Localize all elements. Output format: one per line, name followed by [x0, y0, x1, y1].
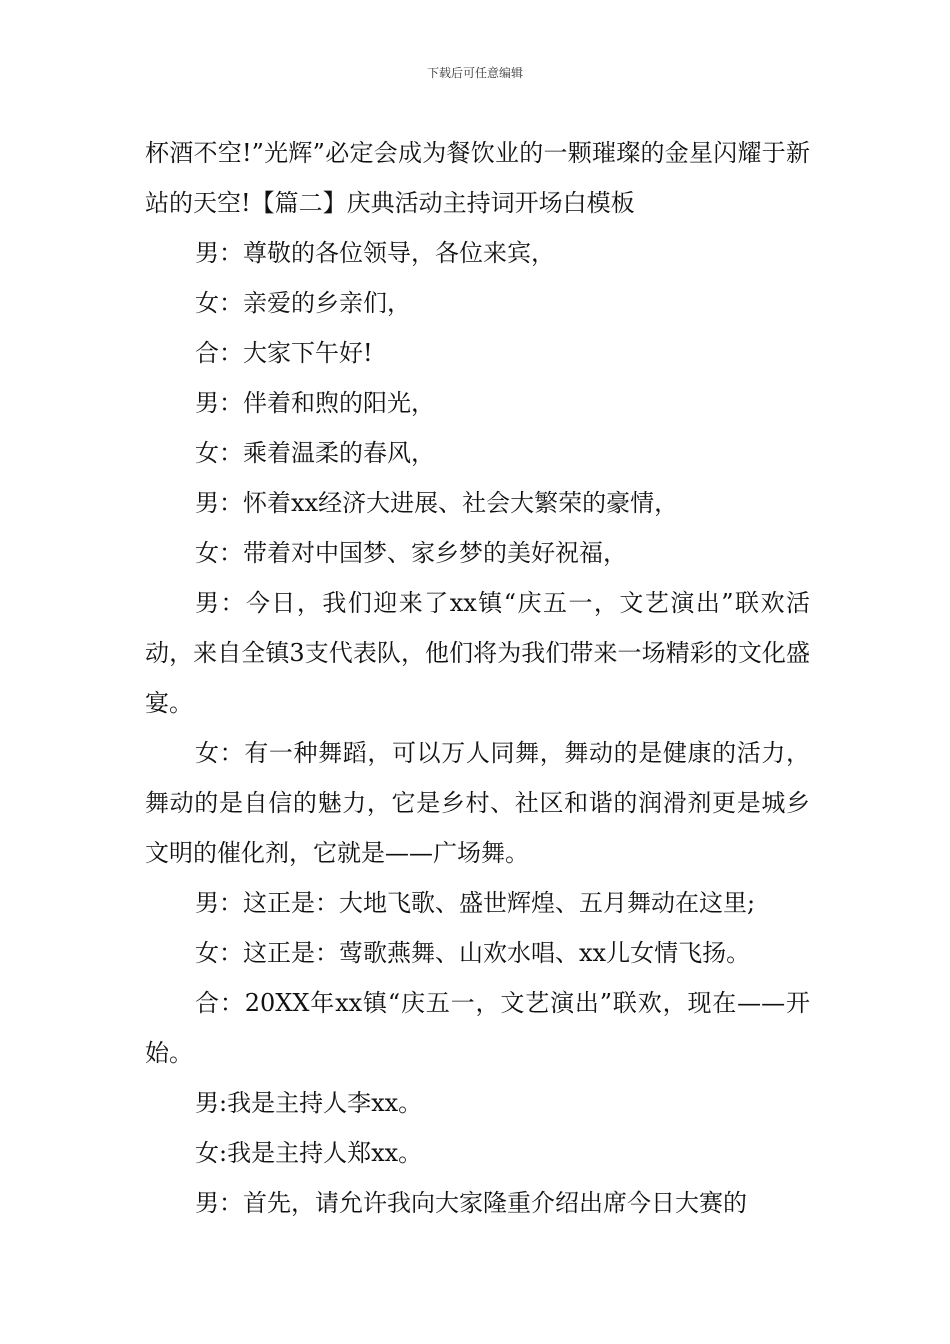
- paragraph: 男：这正是：大地飞歌、盛世辉煌、五月舞动在这里;: [195, 889, 756, 917]
- paragraph: 合：20XX年xx镇“庆五一，文艺演出”联欢，现在——开始。: [145, 989, 810, 1067]
- paragraph: 男：首先，请允许我向大家隆重介绍出席今日大赛的: [195, 1189, 747, 1217]
- paragraph: 男:我是主持人李xx。: [195, 1089, 423, 1117]
- document-body: [145, 128, 810, 1228]
- paragraph: 杯酒不空!”光辉”必定会成为餐饮业的一颗璀璨的金星闪耀于新站的天空!【篇二】庆典活动主持词开场白模板: [145, 139, 810, 217]
- paragraph: 女：带着对中国梦、家乡梦的美好祝福，: [195, 539, 627, 567]
- paragraph: 女:我是主持人郑xx。: [195, 1139, 423, 1167]
- paragraph: 合：大家下午好!: [195, 339, 373, 367]
- page-header-note: 下载后可任意编辑: [426, 66, 523, 80]
- paragraph: 女：这正是：莺歌燕舞、山欢水唱、xx儿女情飞扬。: [195, 939, 751, 967]
- paragraph: 男：怀着xx经济大进展、社会大繁荣的豪情，: [195, 489, 679, 517]
- paragraph: 女：有一种舞蹈，可以万人同舞，舞动的是健康的活力，舞动的是自信的魅力，它是乡村、社区和谐的润滑剂更是城乡文明的催化剂，它就是——广场舞。: [145, 739, 810, 867]
- paragraph: 男：今日，我们迎来了xx镇“庆五一，文艺演出”联欢活动，来自全镇3支代表队，他们将为我们带来一场精彩的文化盛宴。: [145, 589, 810, 717]
- paragraph: 男：伴着和煦的阳光，: [195, 389, 435, 417]
- paragraph: 男：尊敬的各位领导，各位来宾，: [195, 239, 555, 267]
- paragraph: 女：亲爱的乡亲们，: [195, 289, 411, 317]
- paragraph: 女：乘着温柔的春风，: [195, 439, 435, 467]
